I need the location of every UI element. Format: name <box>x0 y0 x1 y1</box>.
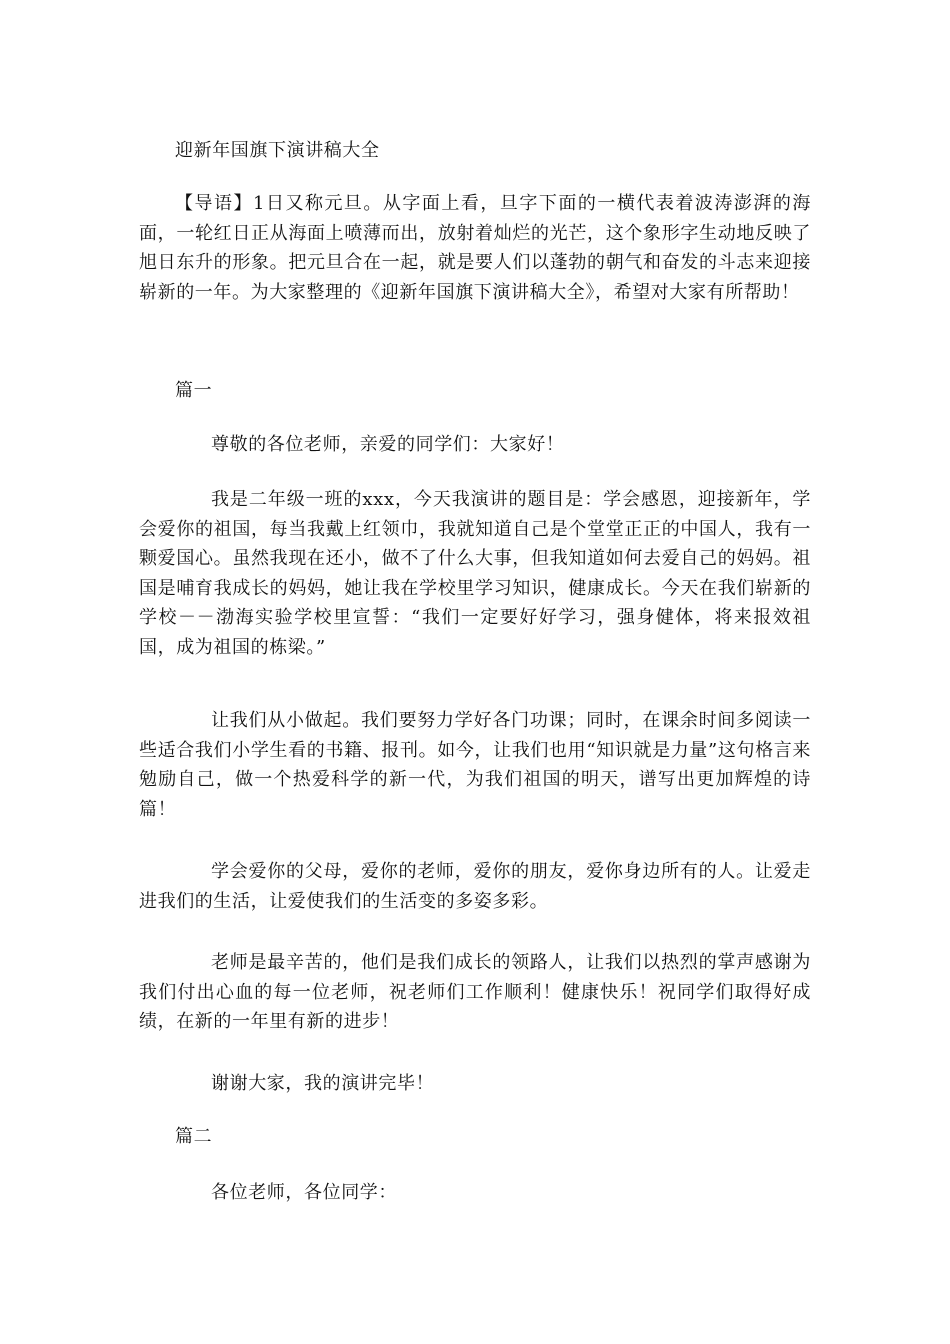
body-paragraph: 让我们从小做起。我们要努力学好各门功课；同时，在课余时间多阅读一些适合我们小学生看的书籍、报刊。如今，让我们也用“知识就是力量”这句格言来勉励自己，做一个热爱科学的新一代，为我们祖国的明天，谱写出更加辉煌的诗篇！ <box>139 710 811 820</box>
greeting-paragraph-2: 各位老师，各位同学： <box>211 1182 397 1203</box>
intro-paragraph: 【导语】1日又称元旦。从字面上看，旦字下面的一横代表着波涛澎湃的海面，一轮红日正从海面上喷薄而出，放射着灿烂的光芒，这个象形字生动地反映了旭日东升的形象。把元旦合在一起，就是要人们以蓬勃的朝气和奋发的斗志来迎接崭新的一年。为大家整理的《迎新年国旗下演讲稿大全》，希望对大家有所帮助！ <box>139 193 811 303</box>
closing-paragraph: 谢谢大家，我的演讲完毕！ <box>211 1073 435 1094</box>
document-title: 迎新年国旗下演讲稿大全 <box>175 140 380 161</box>
body-paragraph: 我是二年级一班的xxx，今天我演讲的题目是：学会感恩，迎接新年，学会爱你的祖国，每当我戴上红领巾，我就知道自己是个堂堂正正的中国人，我有一颗爱国心。虽然我现在还小，做不了什么大事，但我知道如何去爱自己的妈妈。祖国是哺育我成长的妈妈，她让我在学校里学习知识，健康成长。今天在我们崭新的学校－－渤海实验学校里宣誓：“我们一定要好好学习，强身健体，将来报效祖国，成为祖国的栋梁。” <box>139 489 811 658</box>
greeting-paragraph-1: 尊敬的各位老师，亲爱的同学们：大家好！ <box>211 434 565 455</box>
body-paragraph: 老师是最辛苦的，他们是我们成长的领路人，让我们以热烈的掌声感谢为我们付出心血的每一位老师，祝老师们工作顺利！健康快乐！祝同学们取得好成绩，在新的一年里有新的进步！ <box>139 952 811 1032</box>
section-heading-2: 篇二 <box>175 1126 213 1147</box>
body-paragraph: 学会爱你的父母，爱你的老师，爱你的朋友，爱你身边所有的人。让爱走进我们的生活，让爱使我们的生活变的多姿多彩。 <box>139 861 811 912</box>
section-heading-1: 篇一 <box>175 380 213 401</box>
